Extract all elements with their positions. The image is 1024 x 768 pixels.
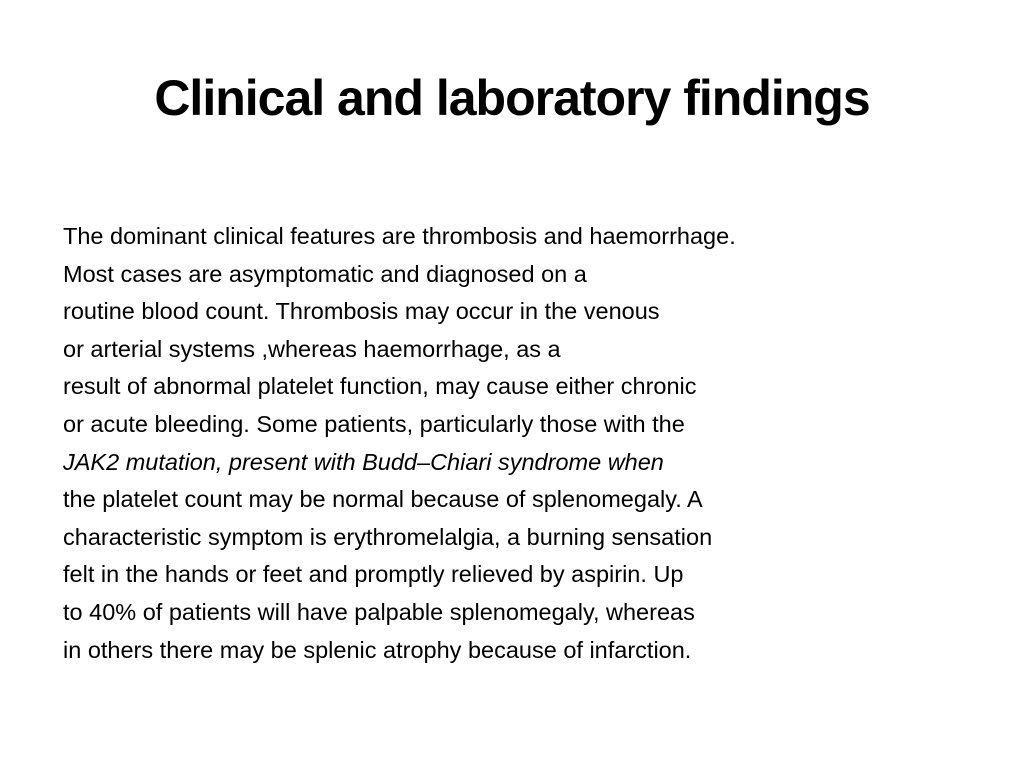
body-line: the platelet count may be normal because of splenomegaly. A: [63, 486, 703, 513]
body-line-italic: JAK2 mutation, present with Budd–Chiari syndrome when: [63, 448, 664, 475]
slide-body-text: [63, 218, 963, 669]
body-line: result of abnormal platelet function, may cause either chronic: [63, 373, 697, 400]
body-line: characteristic symptom is erythromelalgia, a burning sensation: [63, 523, 713, 550]
body-line: felt in the hands or feet and promptly relieved by aspirin. Up: [63, 561, 684, 588]
body-line: to 40% of patients will have palpable splenomegaly, whereas: [63, 598, 695, 625]
slide-title: Clinical and laboratory findings: [154, 70, 870, 126]
body-line: routine blood count. Thrombosis may occur in the venous: [63, 298, 660, 325]
body-line: or acute bleeding. Some patients, particularly those with the: [63, 410, 685, 437]
body-line: Most cases are asymptomatic and diagnosed on a: [63, 260, 587, 287]
body-line: or arterial systems ,whereas haemorrhage, as a: [63, 335, 561, 362]
body-line: in others there may be splenic atrophy because of infarction.: [63, 636, 692, 663]
body-line: The dominant clinical features are thrombosis and haemorrhage.: [63, 223, 736, 249]
